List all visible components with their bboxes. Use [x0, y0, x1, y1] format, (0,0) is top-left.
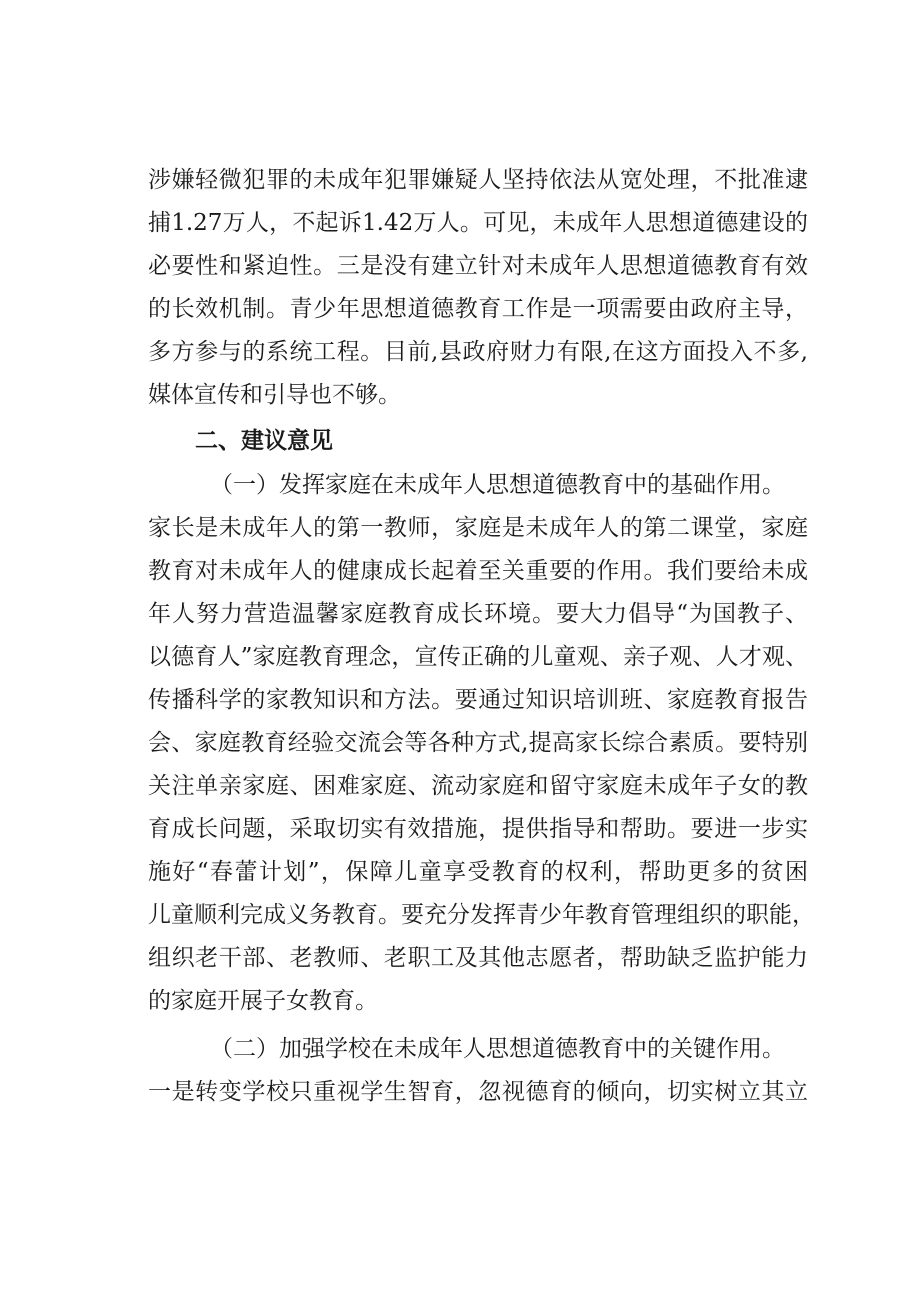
- subsection-title-2: （二）加强学校在未成年人思想道德教育中的关键作用。: [210, 1036, 785, 1062]
- paragraph-line: 的长效机制。青少年思想道德教育工作是一项需要由政府主导，: [148, 296, 808, 322]
- subsection-title-1: （一）发挥家庭在未成年人思想道德教育中的基础作用。: [210, 472, 785, 498]
- paragraph-line: 儿童顺利完成义务教育。要充分发挥青少年教育管理组织的职能，: [148, 902, 815, 928]
- paragraph-line: 一是转变学校只重视学生智育，忽视德育的倾向，切实树立其立: [148, 1079, 808, 1105]
- section-heading: 二、建议意见: [195, 428, 333, 454]
- paragraph-line: 家长是未成年人的第一教师，家庭是未成年人的第二课堂，家庭: [148, 515, 808, 541]
- paragraph-line: 教育对未成年人的健康成长起着至关重要的作用。我们要给未成: [148, 558, 808, 584]
- paragraph-line: 捕1.27万人，不起诉1.42万人。可见，未成年人思想道德建设的: [148, 210, 808, 236]
- paragraph-line: 媒体宣传和引导也不够。: [148, 382, 401, 408]
- paragraph-line: 施好“春蕾计划”，保障儿童享受教育的权利，帮助更多的贫困: [148, 859, 808, 885]
- paragraph-line: 育成长问题，采取切实有效措施，提供指导和帮助。要进一步实: [148, 816, 808, 842]
- paragraph-line: 的家庭开展子女教育。: [148, 988, 378, 1014]
- paragraph-line: 必要性和紧迫性。三是没有建立针对未成年人思想道德教育有效: [148, 253, 808, 279]
- paragraph-line: 多方参与的系统工程。目前,县政府财力有限,在这方面投入不多,: [148, 339, 808, 365]
- paragraph-line: 涉嫌轻微犯罪的未成年犯罪嫌疑人坚持依法从宽处理，不批准逮: [148, 167, 808, 193]
- paragraph-line: 传播科学的家教知识和方法。要通过知识培训班、家庭教育报告: [148, 687, 808, 713]
- paragraph-line: 年人努力营造温馨家庭教育成长环境。要大力倡导“为国教子、: [148, 601, 808, 627]
- paragraph-line: 关注单亲家庭、困难家庭、流动家庭和留守家庭未成年子女的教: [148, 773, 808, 799]
- paragraph-line: 会、家庭教育经验交流会等各种方式,提高家长综合素质。要特别: [148, 730, 808, 756]
- paragraph-line: 组织老干部、老教师、老职工及其他志愿者，帮助缺乏监护能力: [148, 945, 808, 971]
- paragraph-line: 以德育人”家庭教育理念，宣传正确的儿童观、亲子观、人才观、: [148, 644, 808, 670]
